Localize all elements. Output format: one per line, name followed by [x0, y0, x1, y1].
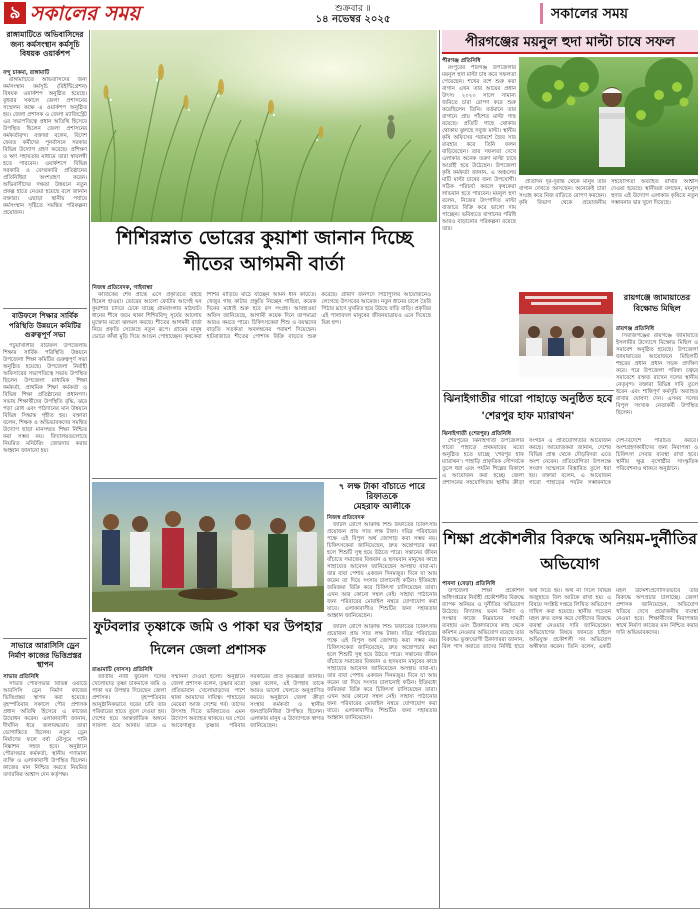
- malta-body-right: প্রতিদিন দূর-দূরান্ত থেকে মানুষ তার বাগান দেখতে আসছেন। অনেকেই চারা সংগ্রহ করে নিজ বাড়িতে রোপণ করছেন। কৃষি বিভাগ থেকে প্রয়োজনীয় সহযোগিতা অব্যাহত রাখার আশ্বাস দেওয়া হয়েছে। স্থানীয়রা বলছেন, ময়নুল হুদার এই উদ্যোগ এলাকার কৃষিতে নতুন সম্ভাবনার দ্বার খুলে দিয়েছে।: [519, 179, 698, 206]
- child-subhead: মেহরাফ আলীকে: [353, 502, 411, 512]
- masthead: [0, 0, 700, 26]
- garo-body: শেরপুরের ঝিনাইগাতী উপজেলার গারো পাহাড়ে প্রথমবারের মতো অনুষ্ঠিত হতে যাচ্ছে 'শেরপুর হাফ ম্যারাথন'। পাহাড়ি প্রাকৃতিক সৌন্দর্যকে তুলে ধরা এবং পর্যটন শিল্পের বিকাশে এ আয়োজন করা হচ্ছে। জেলা প্রশাসনের সহযোগিতায় স্থানীয় ক্রীড়া সংগঠন এ প্রতিযোগিতার আয়োজন করছে। আয়োজকরা জানান, দেশের বিভিন্ন প্রান্ত থেকে দৌড়বিদরা এতে অংশ নেবেন। প্রতিযোগিতা উপলক্ষে সংবাদ সম্মেলনে বিস্তারিত তুলে ধরা হয়। বক্তারা বলেন, এ আয়োজন গারো পাহাড়ের পর্যটন সম্ভাবনাকে দেশ-বিদেশে পরিচিত করবে। অংশগ্রহণকারীদের জন্য নিরাপত্তা ও চিকিৎসা সেবার ব্যবস্থা রাখা হবে। স্থানীয় ক্ষুদ্র নৃগোষ্ঠীর সাংস্কৃতিক পরিবেশনাও থাকবে অনুষ্ঠানে।: [442, 438, 698, 486]
- child-body-continued: জটিল রোগে আক্রান্ত শিশু রিফাতের চিকিৎসায় প্রয়োজন প্রায় সাত লক্ষ টাকা। দরিদ্র পরিবারের পক্ষে এই বিপুল অর্থ জোগাড় করা সম্ভব নয়। চিকিৎসকেরা জানিয়েছেন, দ্রুত অস্ত্রোপচার করা হলে শিশুটি সুস্থ হয়ে উঠতে পারে। সন্তানের জীবন বাঁচাতে সমাজের বিত্তবান ও হৃদয়বান মানুষের কাছে সাহায্যের আবেদন জানিয়েছেন অসহায় বাবা-মা। তার বাবা পেশায় একজন দিনমজুর। দিনে যা আয় করেন তা দিয়ে সংসার চালানোই কঠিন। ইতিমধ্যে জমিজমা বিক্রি করে চিকিৎসা চালিয়েছেন তারা। এখন আর কোনো সম্বল নেই। সাহায্য পাঠানোর জন্য পরিবারের মোবাইল নম্বরে যোগাযোগ করা যাবে। এলাকাবাসীও শিশুটির জন্য সহায়তার আহ্বান জানিয়েছেন।: [327, 624, 437, 721]
- rally-body: সিরাজগঞ্জের রায়গঞ্জে জামায়াতে ইসলামীর উদ্যোগে বিক্ষোভ মিছিল ও সমাবেশ অনুষ্ঠিত হয়েছে। উপজেলা জামায়াতের আয়োজনে মিছিলটি শহরের প্রধান প্রধান সড়ক প্রদক্ষিণ করে। পরে উপজেলা পরিষদ চত্বরে সমাবেশে বক্তব্য রাখেন দলের স্থানীয় নেতৃবৃন্দ। বক্তারা বিভিন্ন দাবি তুলে ধরেন এবং শান্তিপূর্ণ কর্মসূচি অব্যাহত রাখার ঘোষণা দেন। এসময় দলের বিপুল সংখ্যক নেতাকর্মী উপস্থিত ছিলেন।: [616, 333, 698, 416]
- child-body: জটিল রোগে আক্রান্ত শিশু রিফাতের চিকিৎসায় প্রয়োজন প্রায় সাত লক্ষ টাকা। দরিদ্র পরিবারের পক্ষে এই বিপুল অর্থ জোগাড় করা সম্ভব নয়। চিকিৎসকেরা জানিয়েছেন, দ্রুত অস্ত্রোপচার করা হলে শিশুটি সুস্থ হয়ে উঠতে পারে। সন্তানের জীবন বাঁচাতে সমাজের বিত্তবান ও হৃদয়বান মানুষের কাছে সাহায্যের আবেদন জানিয়েছেন অসহায় বাবা-মা। তার বাবা পেশায় একজন দিনমজুর। দিনে যা আয় করেন তা দিয়ে সংসার চালানোই কঠিন। ইতিমধ্যে জমিজমা বিক্রি করে চিকিৎসা চালিয়েছেন তারা। এখন আর কোনো সম্বল নেই। সাহায্য পাঠানোর জন্য পরিবারের মোবাইল নম্বরে যোগাযোগ করা যাবে। এলাকাবাসীও শিশুটির জন্য সহায়তার আহ্বান জানিয়েছেন।: [327, 522, 437, 619]
- article3-byline: সাভার প্রতিনিধি: [3, 674, 39, 680]
- malta-farmer-illustration: [519, 57, 698, 175]
- side-title-box: [540, 3, 696, 24]
- education-top-rule: [442, 522, 698, 523]
- left-column: [3, 30, 87, 908]
- paddy-field-photo: [91, 30, 437, 222]
- rally-byline: রায়গঞ্জ প্রতিনিধি: [616, 326, 655, 332]
- garo-headline: ঝিনাইগাতীর গারো পাহাড়ে অনুষ্ঠিত হবে 'শেরপুর হাফ ম্যারাথন': [442, 390, 614, 426]
- article3-headline: সাভারে আরাসিসি ড্রেন নির্মাণ কাজের ভিত্তিপ্রস্তর স্থাপন: [8, 641, 82, 669]
- education-body: উপজেলা শিক্ষা প্রকৌশল অধিদপ্তরের নির্বাহী প্রকৌশলীর বিরুদ্ধে ব্যাপক অনিয়ম ও দুর্নীতির অভিযোগ উঠেছে। বিদ্যালয় ভবন নির্মাণ ও সংস্কার কাজে নিম্নমানের সামগ্রী ব্যবহার এবং ঠিকাদারদের কাছ থেকে কমিশন নেওয়ার অভিযোগ রয়েছে তার বিরুদ্ধে। ভুক্তভোগী ঠিকাদাররা জানান, বিল পাস করাতে তাদের নির্দিষ্ট হারে অর্থ দিতে হয়। অর্থ না দিলে বিভিন্ন অজুহাতে বিল আটকে রাখা হয়। এ বিষয়ে সংশ্লিষ্ট দপ্তরে লিখিত অভিযোগ দাখিল করা হয়েছে। স্থানীয় সচেতন মহল দ্রুত তদন্ত করে দোষীদের বিরুদ্ধে ব্যবস্থা নেওয়ার দাবি জানিয়েছেন। অভিযোগের বিষয়ে জানতে চাইলে অভিযুক্ত প্রকৌশলী সব অভিযোগ অস্বীকার করেন। তিনি বলেন, একটি মহল উদ্দেশ্যপ্রণোদিতভাবে তার বিরুদ্ধে অপপ্রচার চালাচ্ছে। জেলা প্রশাসক জানিয়েছেন, অভিযোগ খতিয়ে দেখে প্রয়োজনীয় ব্যবস্থা নেওয়া হবে। শিক্ষার্থীদের নিরাপত্তার স্বার্থে নির্মাণ কাজের মান নিশ্চিত করার দাবি অভিভাবকদের।: [442, 588, 698, 650]
- child-headline: ৭ লক্ষ টাকা বাঁচাতে পারে রিফাতকে: [338, 482, 426, 502]
- football-body: জাতীয় নারী ফুটবল দলের খেলোয়াড় তৃষ্ণা চাকমাকে জমি ও পাকা ঘর উপহার দিয়েছেন জেলা প্রশাসক। বৃহস্পতিবার আনুষ্ঠানিকভাবে ঘরের চাবি তার পরিবারের হাতে তুলে দেওয়া হয়। দেশের হয়ে আন্তর্জাতিক অঙ্গনে সাফল্য বয়ে আনায় তাকে এ সম্মাননা দেওয়া হলো। অনুষ্ঠানে জেলা প্রশাসক বলেন, তৃষ্ণার মতো প্রতিভাবান খেলোয়াড়দের পাশে থাকা আমাদের দায়িত্ব। পাহাড়ের মেয়েরা আজ দেশের গর্ব। তাদের উৎসাহ দিতে ভবিষ্যতেও এমন উদ্যোগ অব্যাহত থাকবে। ঘর পেয়ে আবেগাপ্লুত তৃষ্ণার পরিবার সরকারের প্রতি কৃতজ্ঞতা জানায়। তৃষ্ণা বলেন, এই উপহার তাকে আরও ভালো খেলতে অনুপ্রাণিত করবে। অনুষ্ঠানে জেলা ক্রীড়া সংস্থার কর্মকর্তা ও স্থানীয় জনপ্রতিনিধিরা উপস্থিত ছিলেন। এলাকার মানুষ এ উদ্যোগকে স্বাগত জানিয়েছেন।: [92, 674, 324, 729]
- child-story-column: [327, 482, 437, 622]
- article2-headline: বাউফলে শিক্ষার সার্বিক পরিস্থিতি উন্নয়নে কমিটির গুরুত্বপূর্ণ সভা: [8, 311, 82, 339]
- article1-headline: রাঙ্গামাটিতে অভিবাসিদের জন্য কর্মসংস্থান কর্মসূচি বিষয়ক ওয়ার্কশপ: [6, 30, 84, 58]
- malta-farmer-photo: [519, 57, 698, 175]
- malta-byline: পীরগঞ্জ প্রতিনিধি: [442, 58, 481, 64]
- child-byline: নিজস্ব প্রতিবেদক: [327, 515, 365, 521]
- ribbon-cutting-illustration: [92, 482, 324, 612]
- ribbon-cutting-photo: [92, 482, 324, 612]
- page-bottom-rule: [0, 908, 700, 909]
- article1-body: রাঙ্গামাটিতে অভিবাসিদের জন্য কর্মসংস্থান কর্মসূচি (রিইন্টিগ্রেশন) বিষয়ক ওয়ার্কশপ অনুষ্ঠিত হয়েছে। বুধবার সকালে জেলা প্রশাসনের সম্মেলন কক্ষে এ ওয়ার্কশপ অনুষ্ঠিত হয়। জেলা প্রশাসক ও জেলা ম্যাজিস্ট্রেট এর সভাপতিত্বে প্রধান অতিথি হিসেবে উপস্থিত ছিলেন জেলা প্রশাসনের কর্মকর্তাবৃন্দ। বক্তারা বলেন, বিদেশ ফেরত কর্মীদের পুনর্বাসনে সরকার বিভিন্ন উদ্যোগ গ্রহণ করেছে। প্রশিক্ষণ ও ঋণ সহায়তার মাধ্যমে তারা স্বাবলম্বী হতে পারবেন। ওয়ার্কশপে বিভিন্ন সরকারি ও বেসরকারি প্রতিষ্ঠানের প্রতিনিধিরা অংশগ্রহণ করেন। অভিবাসীদের দক্ষতা উন্নয়নে নতুন প্রকল্প হাতে নেওয়া হয়েছে বলে জানান বক্তারা। এছাড়া স্থানীয় পর্যায়ে কর্মসংস্থান সৃষ্টিতে সমন্বিত পরিকল্পনা প্রয়োজন।: [3, 77, 87, 216]
- article2-body: পটুয়াখালীর বাউফল উপজেলায় শিক্ষার সার্বিক পরিস্থিতি উন্নয়নে উপজেলা শিক্ষা কমিটির গুরুত্বপূর্ণ সভা অনুষ্ঠিত হয়েছে। উপজেলা নির্বাহী অফিসারের সভাপতিত্বে সভায় উপস্থিত ছিলেন উপজেলা মাধ্যমিক শিক্ষা কর্মকর্তা, প্রাথমিক শিক্ষা কর্মকর্তা ও বিভিন্ন শিক্ষা প্রতিষ্ঠানের প্রধানগণ। সভায় শিক্ষার্থীদের উপস্থিতি বৃদ্ধি, ঝরে পড়া রোধ এবং পাঠদানের মান উন্নয়নে বিভিন্ন সিদ্ধান্ত গৃহীত হয়। বক্তারা বলেন, শিক্ষক ও অভিভাবকদের সমন্বিত উদ্যোগ ছাড়া মানসম্মত শিক্ষা নিশ্চিত করা সম্ভব নয়। বিদ্যালয়গুলোতে নিয়মিত মনিটরিং জোরদার করার আহ্বান জানানো হয়।: [3, 343, 87, 454]
- article1-byline: বন্দু চাকমা, রাঙ্গামাটি: [3, 70, 50, 76]
- main-story-body: কার্তিকের শেষ প্রান্তে এসে প্রকৃতিতে বইছে হিমেল হাওয়া। ভোরের আলো ফোটার আগেই ঘন কুয়াশার চাদরে ঢেকে যাচ্ছে গ্রামবাংলার মাঠঘাট। ধানের শীষে জমে থাকা শিশিরবিন্দু সূর্যের আলোয় মুক্তোর মতো ঝলমল করছে। শীতের আগমনী বার্তা নিয়ে প্রকৃতি সেজেছে নতুন রূপে। গ্রামের মানুষ ভোরে কাঁথা মুড়ি দিয়ে আগুন পোহাচ্ছেন। কৃষকেরা শিশির মাড়িয়ে মাঠে যাচ্ছেন আমন ধান কাটতে। খেজুর গাছ কাটার প্রস্তুতি নিচ্ছেন গাছিরা, কয়েক দিনের মধ্যেই শুরু হবে রস সংগ্রহ। আবহাওয়া অফিস জানিয়েছে, আগামী কয়েক দিনে তাপমাত্রা আরও কমতে পারে। চিকিৎসকেরা শিশু ও বয়স্কদের বাড়তি সতর্কতা অবলম্বনের পরামর্শ দিয়েছেন। হাটবাজারে শীতের পোশাক বিক্রি বাড়তে শুরু করেছে। গ্রামীণ জনপদে পিঠাপুলির আয়োজনেও লেগেছে উৎসবের আমেজ। নতুন ধানের চালে তৈরি পিঠার ঘ্রাণে মুখরিত হয়ে উঠছে বাড়ি বাড়ি। প্রকৃতির এই পালাবদল মানুষের জীবনযাত্রায়ও এনে দিয়েছে ভিন্ন ছন্দ।: [92, 292, 431, 340]
- page-number: ৯: [4, 2, 26, 24]
- side-title: সকালের সময়: [551, 6, 629, 22]
- press-conference-photo: [519, 292, 613, 378]
- paddy-grass-illustration: [91, 30, 437, 222]
- issue-day: শুক্রবার ॥: [335, 4, 371, 13]
- main-bottom-rule: [92, 478, 437, 479]
- football-byline: রাঙামাটি (বাসস) প্রতিনিধি: [92, 667, 153, 673]
- issue-date: ১৪ নভেম্বর ২০২৫: [315, 14, 391, 25]
- main-headline: শিশিরস্নাত ভোরের কুয়াশা জানান দিচ্ছে শীতের আগমনী বার্তা: [116, 227, 413, 275]
- press-conference-illustration: [519, 292, 613, 378]
- column-rule-center: [439, 30, 440, 908]
- main-story-byline: নিজস্ব প্রতিবেদক, গাইবান্ধা: [92, 285, 153, 291]
- left-divider-2: [3, 638, 87, 639]
- garo-byline: ঝিনাইগাতী (শেরপুর) প্রতিনিধি: [442, 431, 511, 437]
- column-rule-left: [89, 30, 90, 908]
- malta-body-left: রংপুরের পীরগঞ্জ উপজেলার ময়নুল হুদা মাল্টা চাষ করে সফলতা পেয়েছেন। শখের বশে শুরু করা বাগান এখন তার আয়ের প্রধান উৎস। ২০২০ সালে সামান্য জমিতে চারা রোপণ করে শুরু করেছিলেন তিনি। বর্তমানে তার বাগানে প্রায় পাঁচশত মাল্টা গাছ রয়েছে। প্রতিটি গাছে থোকায় থোকায় ঝুলছে সবুজ মাল্টা। স্থানীয় কৃষি অফিসের পরামর্শে জৈব সার ব্যবহার করে তিনি ফলন বাড়িয়েছেন। তার সফলতা দেখে এলাকার অনেক তরুণ মাল্টা চাষে আগ্রহী হয়ে উঠেছেন। উপজেলা কৃষি কর্মকর্তা জানান, এ অঞ্চলের মাটি মাল্টা চাষের জন্য উপযোগী। সঠিক পরিচর্যা করলে কৃষকেরা লাভবান হতে পারবেন। ময়নুল হুদা বলেন, নিজের উৎপাদিত মাল্টা বাজারে বিক্রি করে ভালো দাম পাচ্ছেন। ভবিষ্যতে বাগানের পরিধি আরও বাড়ানোর পরিকল্পনা রয়েছে তার।: [442, 65, 516, 232]
- malta-headline: পীরগঞ্জের ময়নুল হুদা মাল্টা চাষে সফল: [442, 30, 698, 54]
- rally-headline: রায়গঞ্জে জামায়াতের বিক্ষোভ মিছিল: [623, 292, 691, 313]
- left-divider-1: [3, 308, 87, 309]
- education-headline: শিক্ষা প্রকৌশলীর বিরুদ্ধে অনিয়ম-দুর্নীতির অভিযোগ: [443, 529, 697, 573]
- article3-body: সাভার পৌরসভার বিভিন্ন ওয়ার্ডে আরসিসি ড্রেন নির্মাণ কাজের ভিত্তিপ্রস্তর স্থাপন করা হয়েছে। বৃহস্পতিবার সকালে পৌর প্রশাসক প্রধান অতিথি হিসেবে এ কাজের উদ্বোধন করেন। এলাকাবাসী জানান, দীর্ঘদিন ধরে জলাবদ্ধতায় তারা ভোগান্তিতে ছিলেন। নতুন ড্রেন নির্মাণের ফলে বর্ষা মৌসুমে পানি নিষ্কাশন সহজ হবে। অনুষ্ঠানে পৌরসভার কর্মকর্তা, স্থানীয় গণ্যমান্য ব্যক্তি ও এলাকাবাসী উপস্থিত ছিলেন। কাজের মান নিশ্চিত করতে নিয়মিত তদারকির আশ্বাস দেন কর্তৃপক্ষ।: [3, 681, 87, 778]
- rally-story-column: [616, 292, 698, 462]
- education-byline: পাবনা (বেড়া) প্রতিনিধি: [442, 581, 496, 587]
- paper-name: সকালের সময়: [30, 1, 141, 25]
- football-headline: ফুটবলার তৃষ্ণাকে জমি ও পাকা ঘর উপহার দিলেন জেলা প্রশাসক: [93, 619, 323, 658]
